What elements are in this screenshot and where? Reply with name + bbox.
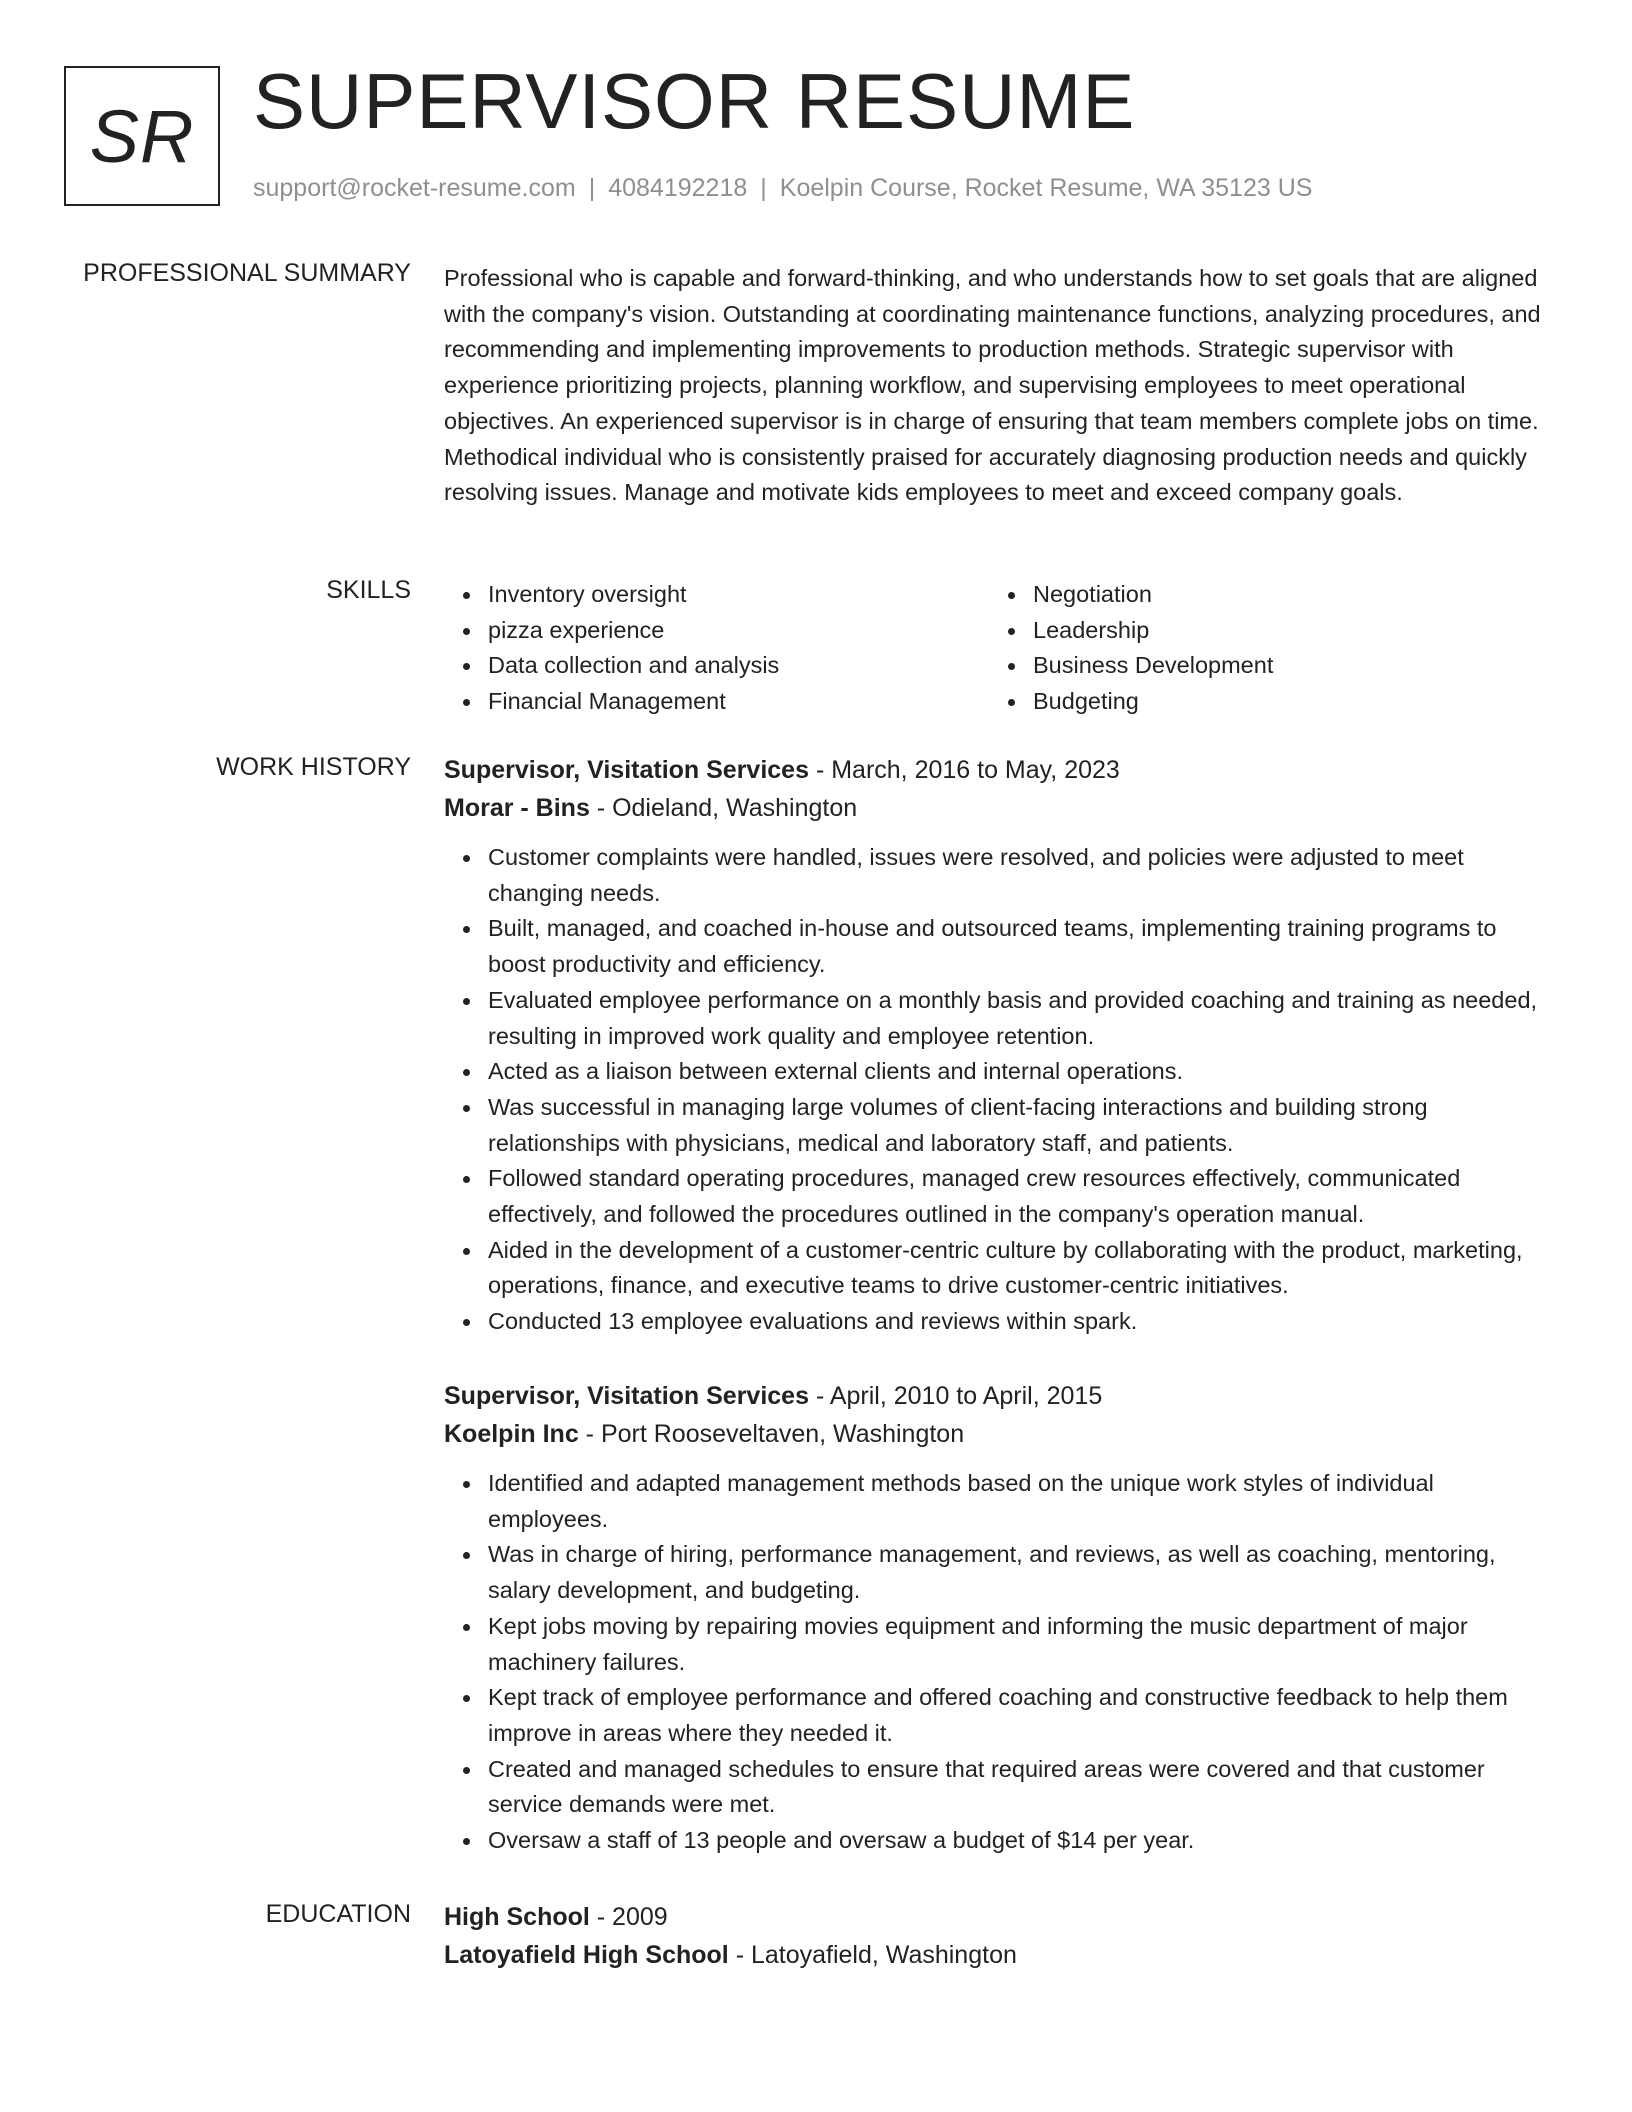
job-dates: - April, 2010 to April, 2015 <box>809 1382 1103 1410</box>
job-bullets <box>444 840 1544 1340</box>
contact-line <box>253 174 1312 203</box>
skill-item: Inventory oversight <box>488 577 988 613</box>
job-bullet: Oversaw a staff of 13 people and oversaw a budget of $14 per year. <box>488 1823 1544 1859</box>
job-bullet: Kept track of employee performance and offered coaching and constructive feedback to help them improve in areas where they needed it. <box>488 1680 1544 1751</box>
section-label-skills: SKILLS <box>326 576 411 604</box>
skills-column-2 <box>988 577 1533 720</box>
job-bullet: Conducted 13 employee evaluations and reviews within spark. <box>488 1304 1544 1340</box>
job-company-line <box>444 789 1544 827</box>
education-year: - 2009 <box>589 1903 668 1931</box>
monogram-box <box>64 66 220 206</box>
skill-item: Budgeting <box>1033 684 1533 720</box>
skill-item: Negotiation <box>1033 577 1533 613</box>
skill-item: Leadership <box>1033 613 1533 649</box>
section-label-education: EDUCATION <box>265 1900 411 1928</box>
job-entry <box>444 1377 1544 1859</box>
job-bullet: Evaluated employee performance on a monthly basis and provided coaching and training as needed, resulting in improved work quality and employee retention. <box>488 983 1544 1054</box>
job-location: - Port Rooseveltaven, Washington <box>578 1420 965 1448</box>
skill-item: Business Development <box>1033 648 1533 684</box>
job-dates: - March, 2016 to May, 2023 <box>809 756 1120 784</box>
section-label-work-history: WORK HISTORY <box>216 753 411 781</box>
job-title-line <box>444 1377 1544 1415</box>
job-company: Koelpin Inc <box>444 1420 579 1448</box>
contact-phone: 4084192218 <box>608 174 748 202</box>
section-label-summary: PROFESSIONAL SUMMARY <box>83 259 411 287</box>
job-entry <box>444 751 1544 1340</box>
education-school: Latoyafield High School <box>444 1941 729 1969</box>
job-bullets <box>444 1466 1544 1859</box>
job-title: Supervisor, Visitation Services <box>444 756 809 784</box>
resume-title: SUPERVISOR RESUME <box>253 57 1136 145</box>
job-bullet: Acted as a liaison between external clients and internal operations. <box>488 1054 1544 1090</box>
job-bullet: Was in charge of hiring, performance management, and reviews, as well as coaching, mentoring, salary development, and budgeting. <box>488 1537 1544 1608</box>
job-bullet: Followed standard operating procedures, managed crew resources effectively, communicated effectively, and followed the procedures outlined in the company's operation manual. <box>488 1161 1544 1232</box>
contact-email: support@rocket-resume.com <box>253 174 576 202</box>
job-bullet: Was successful in managing large volumes of client-facing interactions and building strong relationships with physicians, medical and laboratory staff, and patients. <box>488 1090 1544 1161</box>
job-bullet: Created and managed schedules to ensure that required areas were covered and that customer service demands were met. <box>488 1752 1544 1823</box>
education-degree: High School <box>444 1903 590 1931</box>
job-bullet: Built, managed, and coached in-house and outsourced teams, implementing training programs to boost productivity and efficiency. <box>488 911 1544 982</box>
contact-separator: | <box>760 174 767 202</box>
summary-text: Professional who is capable and forward-thinking, and who understands how to set goals that are aligned with the company's vision. Outstanding at coordinating maintenance functions, analyzing procedures, and recommending and implementing improvements to production methods. Strategic supervisor with experience prioritizing projects, planning workflow, and supervising employees to meet operational objectives. An experienced supervisor is in charge of ensuring that team members complete jobs on time. Methodical individual who is consistently praised for accurately diagnosing production needs and quickly resolving issues. Manage and motivate kids employees to meet and exceed company goals. <box>444 265 1541 506</box>
skill-item: pizza experience <box>488 613 988 649</box>
monogram-initials: SR <box>89 94 195 178</box>
job-bullet: Identified and adapted management methods based on the unique work styles of individual employees. <box>488 1466 1544 1537</box>
education-degree-line <box>444 1898 1544 1936</box>
skill-item: Data collection and analysis <box>488 648 988 684</box>
job-bullet: Aided in the development of a customer-centric culture by collaborating with the product, marketing, operations, finance, and executive teams to drive customer-centric initiatives. <box>488 1233 1544 1304</box>
job-title-line <box>444 751 1544 789</box>
contact-address: Koelpin Course, Rocket Resume, WA 35123 US <box>779 174 1313 202</box>
job-company-line <box>444 1415 1544 1453</box>
education-location: - Latoyafield, Washington <box>728 1941 1017 1969</box>
skills-list <box>444 577 1544 720</box>
contact-separator: | <box>588 174 596 202</box>
skill-item: Financial Management <box>488 684 988 720</box>
education-entry <box>444 1898 1544 1974</box>
skills-column-1 <box>444 577 988 720</box>
job-location: - Odieland, Washington <box>589 794 858 822</box>
job-company: Morar - Bins <box>444 794 590 822</box>
job-title: Supervisor, Visitation Services <box>444 1382 809 1410</box>
job-bullet: Customer complaints were handled, issues were resolved, and policies were adjusted to meet changing needs. <box>488 840 1544 911</box>
job-bullet: Kept jobs moving by repairing movies equipment and informing the music department of major machinery failures. <box>488 1609 1544 1680</box>
education-school-line <box>444 1936 1544 1974</box>
